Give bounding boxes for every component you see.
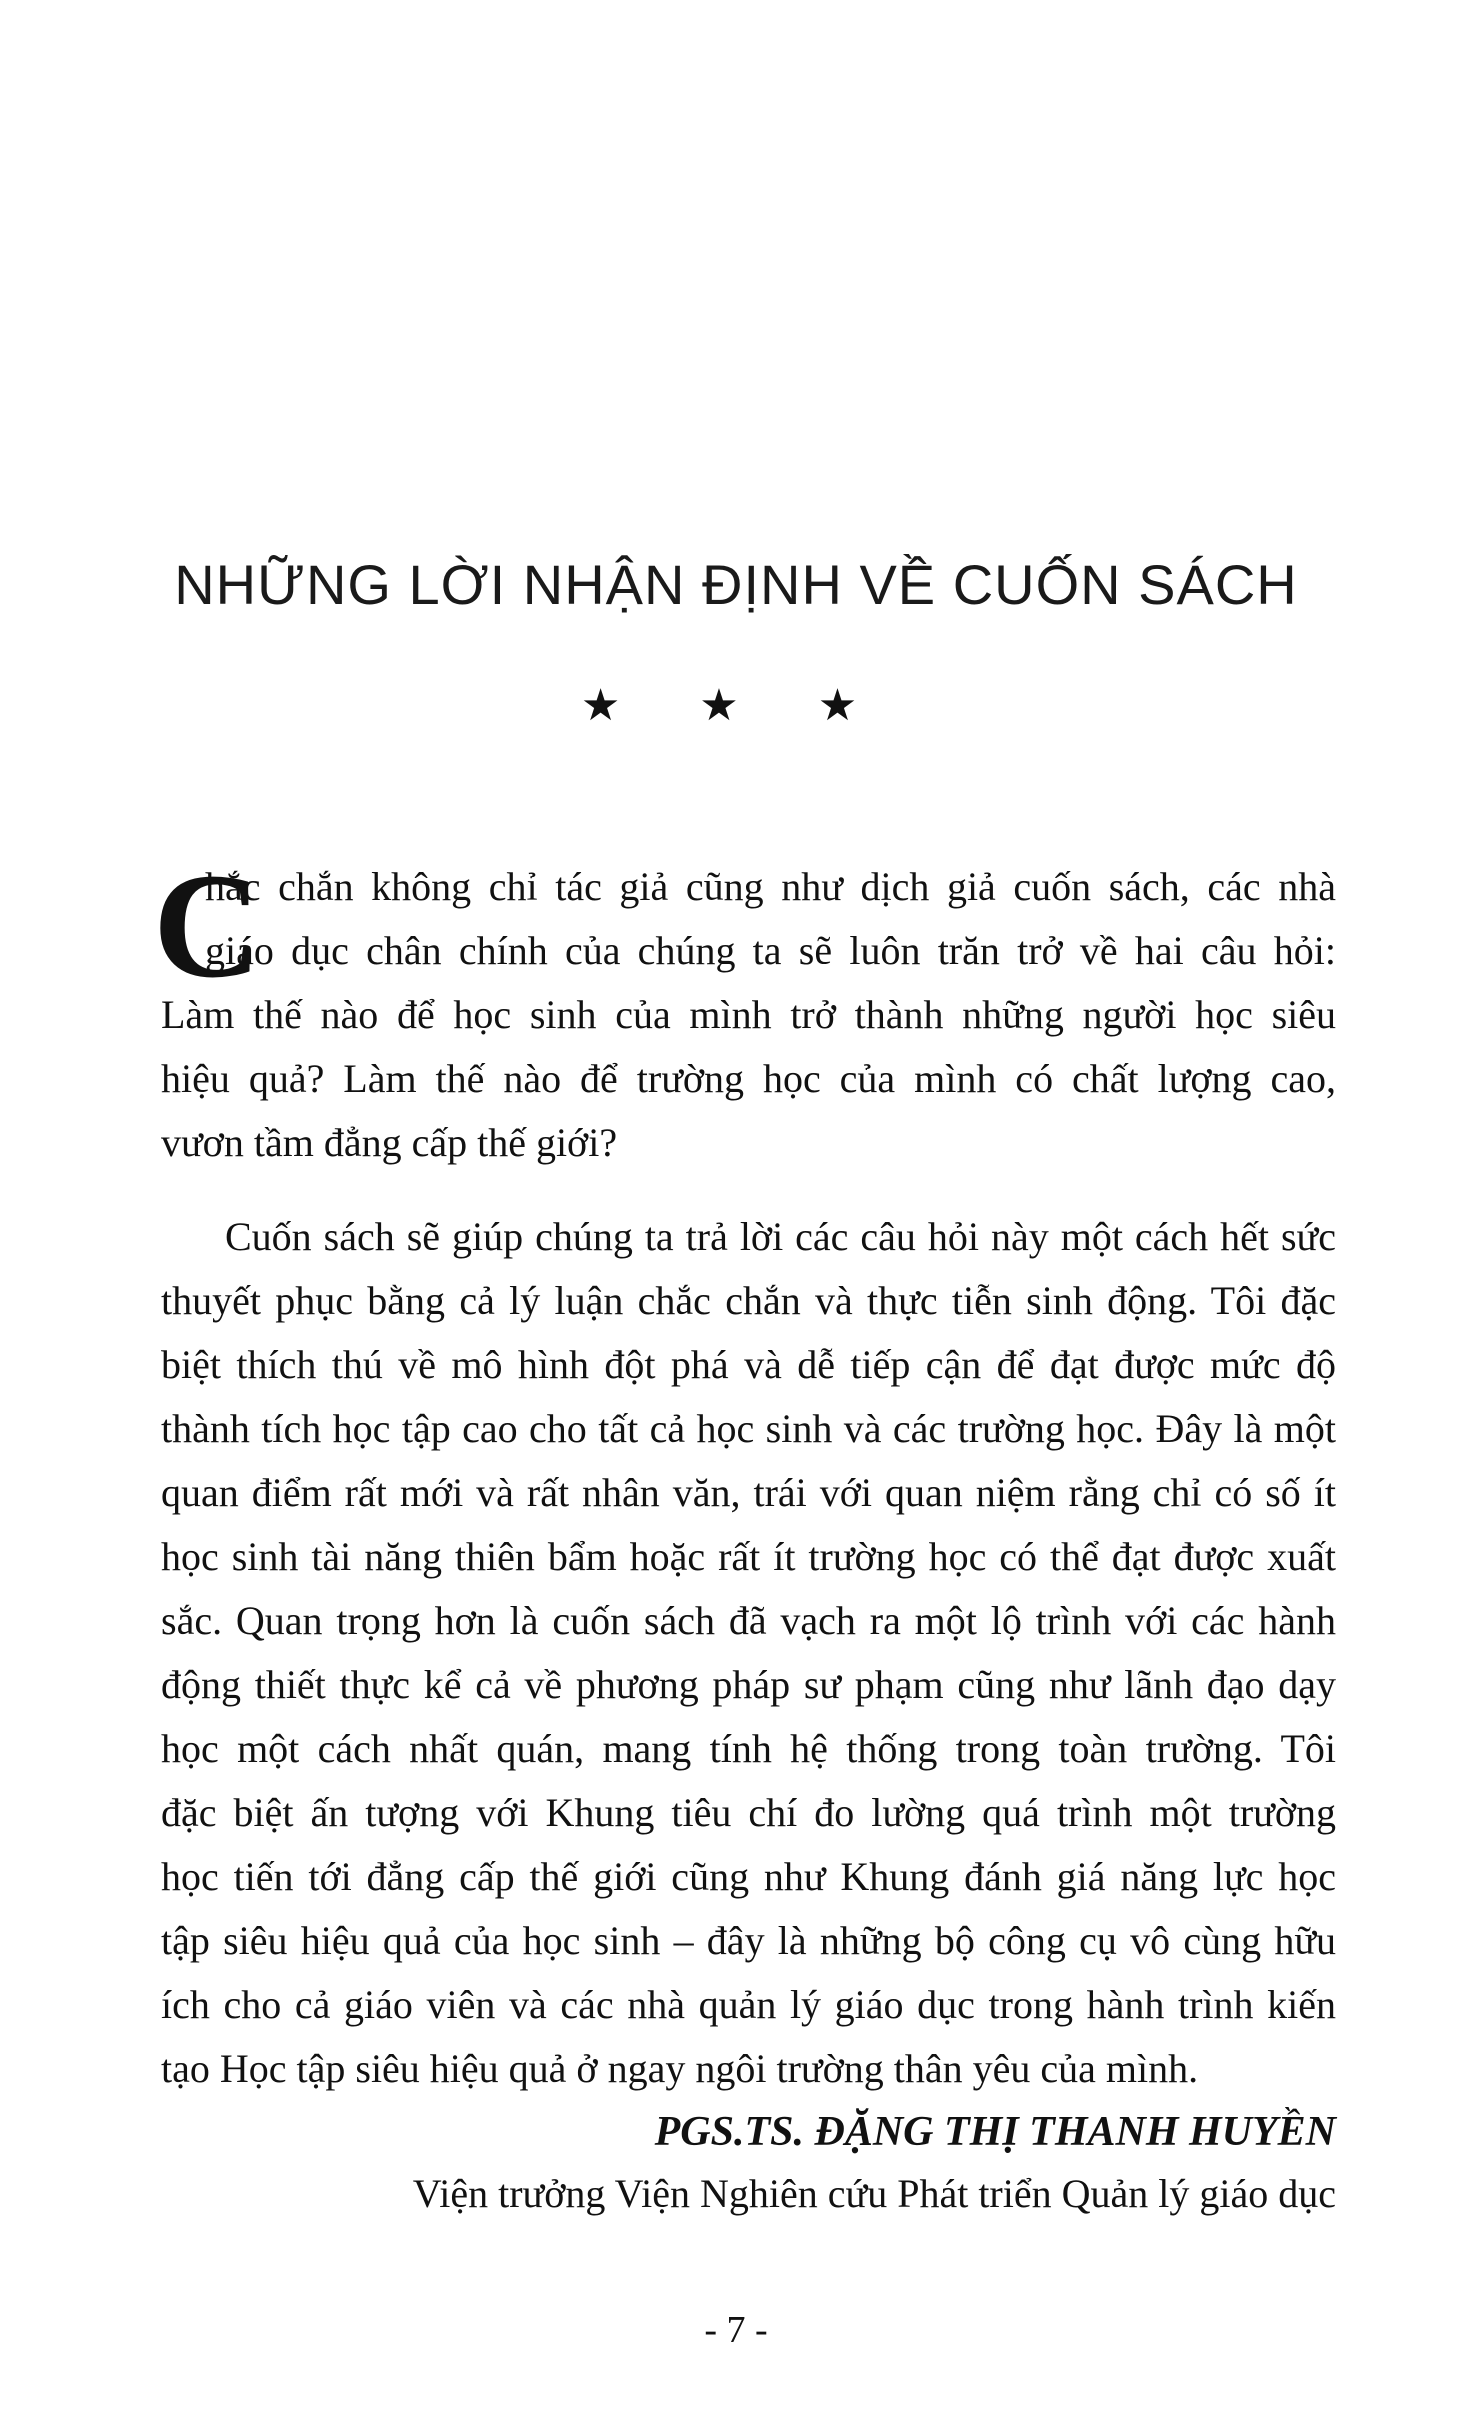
author-signature: PGS.TS. ĐẶNG THỊ THANH HUYỀN [654, 2109, 1336, 2155]
text-line: học sinh tài năng thiên bẩm hoặc rất ít trường học có thể đạt được xuất [161, 1534, 1336, 1579]
text-line: Làm thế nào để học sinh của mình trở thành những người học siêu [161, 992, 1336, 1037]
paragraph-2 [161, 1205, 1336, 2101]
page-title: NHỮNG LỜI NHẬN ĐỊNH VỀ CUỐN SÁCH [174, 553, 1298, 616]
paragraph-1 [153, 843, 1336, 1175]
text-line: đặc biệt ấn tượng với Khung tiêu chí đo lường quá trình một trường [161, 1790, 1336, 1835]
text-line: quan điểm rất mới và rất nhân văn, trái với quan niệm rằng chỉ có số ít [161, 1470, 1336, 1515]
text-line: tạo Học tập siêu hiệu quả ở ngay ngôi trường thân yêu của mình. [161, 2046, 1199, 2091]
text-line: Cuốn sách sẽ giúp chúng ta trả lời các câu hỏi này một cách hết sức [225, 1214, 1336, 1259]
author-affiliation: Viện trưởng Viện Nghiên cứu Phát triển Quản lý giáo dục [412, 2171, 1336, 2216]
text-line: học một cách nhất quán, mang tính hệ thống trong toàn trường. Tôi [161, 1726, 1336, 1771]
star-ornament-icon: ★ ★ ★ [580, 681, 892, 730]
drop-cap: C [153, 843, 262, 1009]
text-line: thành tích học tập cao cho tất cả học sinh và các trường học. Đây là một [161, 1406, 1336, 1451]
text-line: biệt thích thú về mô hình đột phá và dễ tiếp cận để đạt được mức độ [161, 1342, 1336, 1387]
text-line: thuyết phục bằng cả lý luận chắc chắn và thực tiễn sinh động. Tôi đặc [161, 1278, 1336, 1323]
text-line: hắc chắn không chỉ tác giả cũng như dịch giả cuốn sách, các nhà [205, 864, 1336, 909]
text-line: vươn tầm đẳng cấp thế giới? [161, 1120, 618, 1165]
page-number: - 7 - [704, 2309, 768, 2351]
text-line: động thiết thực kể cả về phương pháp sư phạm cũng như lãnh đạo dạy [161, 1662, 1336, 1707]
text-line: tập siêu hiệu quả của học sinh – đây là những bộ công cụ vô cùng hữu [161, 1918, 1336, 1963]
text-line: sắc. Quan trọng hơn là cuốn sách đã vạch ra một lộ trình với các hành [161, 1598, 1336, 1643]
text-line: học tiến tới đẳng cấp thế giới cũng như Khung đánh giá năng lực học [161, 1854, 1336, 1899]
text-line: ích cho cả giáo viên và các nhà quản lý giáo dục trong hành trình kiến [161, 1982, 1336, 2027]
text-line: giáo dục chân chính của chúng ta sẽ luôn trăn trở về hai câu hỏi: [205, 928, 1336, 973]
text-line: hiệu quả? Làm thế nào để trường học của mình có chất lượng cao, [161, 1056, 1336, 1101]
